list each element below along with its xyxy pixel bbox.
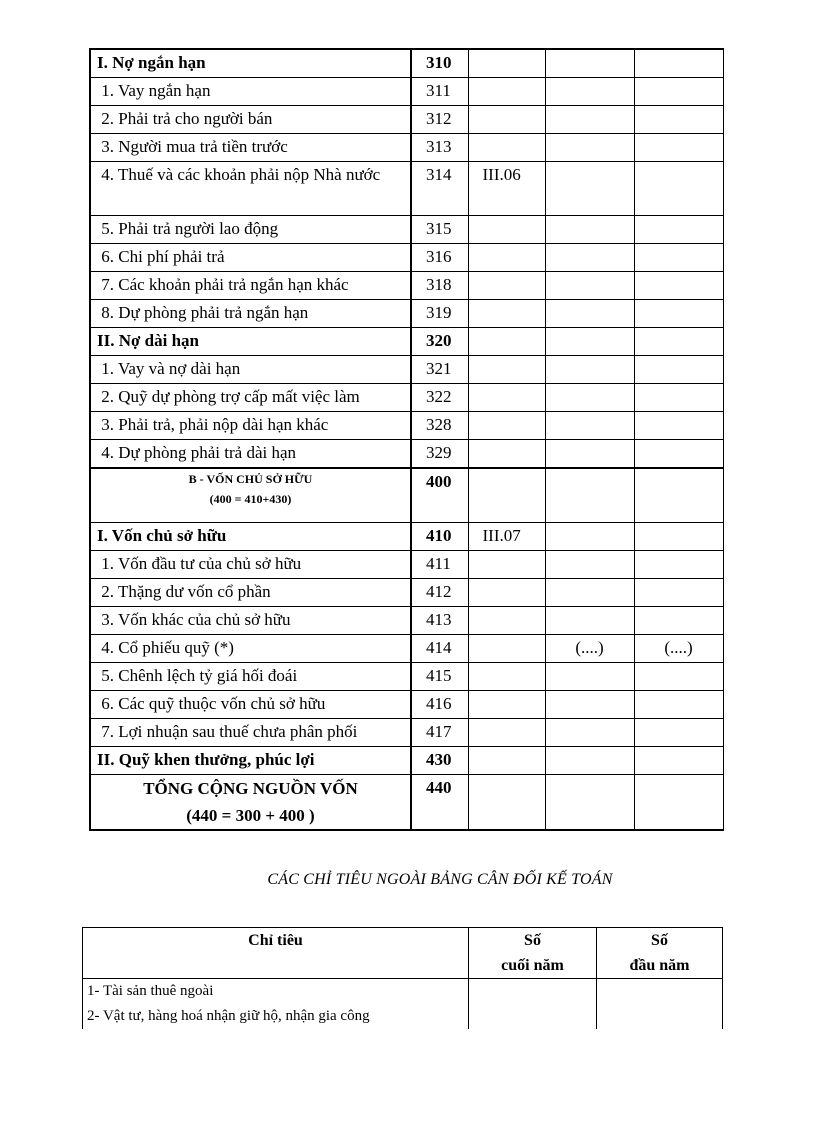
balance-row [90,523,723,551]
row-begin-value [634,216,723,244]
balance-row [90,551,723,579]
row-label: 6. Chi phí phải trả [90,244,411,272]
section-formula: (400 = 410+430) [209,492,292,506]
off-balance-end-value [469,979,597,1030]
balance-row [90,78,723,106]
balance-sheet-table [89,48,724,831]
row-begin-value [634,607,723,635]
row-note [468,747,545,775]
row-begin-value [634,106,723,134]
row-end-value [545,78,634,106]
row-note [468,384,545,412]
balance-row [90,216,723,244]
row-begin-value [634,328,723,356]
row-label: 7. Các khoản phải trả ngắn hạn khác [90,272,411,300]
row-code: 318 [411,272,468,300]
row-code: 416 [411,691,468,719]
row-begin-value [634,412,723,440]
row-end-value [545,691,634,719]
row-label: 4. Thuế và các khoản phải nộp Nhà nước [90,162,411,216]
row-code: 310 [411,49,468,78]
off-balance-item: 2- Vật tư, hàng hoá nhận giữ hộ, nhận gia công [87,1008,370,1024]
row-end-value [545,747,634,775]
row-note [468,272,545,300]
row-code: 321 [411,356,468,384]
row-begin-value [634,134,723,162]
row-note [468,691,545,719]
total-title: TỔNG CỘNG NGUỒN VỐN [143,779,358,798]
row-end-value [545,272,634,300]
row-code: 411 [411,551,468,579]
row-code: 311 [411,78,468,106]
row-label [90,775,411,831]
row-label: 2. Quỹ dự phòng trợ cấp mất việc làm [90,384,411,412]
row-end-value [545,244,634,272]
row-end-value [545,162,634,216]
row-label: 3. Phải trả, phải nộp dài hạn khác [90,412,411,440]
row-note [468,551,545,579]
row-end-value [545,468,634,523]
row-label: 5. Chênh lệch tỷ giá hối đoái [90,663,411,691]
row-begin-value [634,551,723,579]
row-note [468,775,545,831]
row-code: 412 [411,579,468,607]
row-begin-value [634,300,723,328]
row-label: 1. Vay ngắn hạn [90,78,411,106]
balance-row [90,747,723,775]
row-begin-value [634,49,723,78]
row-code: 400 [411,468,468,523]
section-title: B - VỐN CHỦ SỞ HỮU [188,472,313,486]
row-begin-value [634,78,723,106]
row-note [468,244,545,272]
row-label: 7. Lợi nhuận sau thuế chưa phân phối [90,719,411,747]
row-note [468,328,545,356]
row-code: 322 [411,384,468,412]
row-begin-value: (....) [634,635,723,663]
row-end-value [545,523,634,551]
balance-row [90,272,723,300]
balance-row [90,384,723,412]
row-end-value: (....) [545,635,634,663]
balance-row [90,162,723,216]
off-balance-items [83,979,469,1030]
row-label: II. Quỹ khen thưởng, phúc lợi [90,747,411,775]
row-begin-value [634,272,723,300]
row-end-value [545,719,634,747]
row-begin-value [634,775,723,831]
row-end-value [545,440,634,469]
row-end-value [545,663,634,691]
row-label: 2. Thặng dư vốn cổ phần [90,579,411,607]
row-note [468,440,545,469]
off-balance-title: CÁC CHỈ TIÊU NGOÀI BẢNG CÂN ĐỐI KẾ TOÁN [267,871,613,888]
row-note [468,579,545,607]
row-label: 3. Vốn khác của chủ sở hữu [90,607,411,635]
row-begin-value [634,523,723,551]
row-begin-value [634,579,723,607]
row-code: 417 [411,719,468,747]
header-item: Chỉ tiêu [83,928,469,979]
header-begin-of-year: Số đầu năm [597,928,723,979]
off-balance-table [82,927,723,1029]
row-label: 4. Dự phòng phải trả dài hạn [90,440,411,469]
row-note [468,663,545,691]
row-end-value [545,300,634,328]
row-code: 315 [411,216,468,244]
balance-row [90,300,723,328]
row-begin-value [634,747,723,775]
row-note [468,49,545,78]
row-end-value [545,328,634,356]
row-label: 6. Các quỹ thuộc vốn chủ sở hữu [90,691,411,719]
row-end-value [545,216,634,244]
row-end-value [545,106,634,134]
row-end-value [545,579,634,607]
balance-row [90,468,723,523]
balance-row [90,106,723,134]
row-label: II. Nợ dài hạn [90,328,411,356]
balance-row [90,579,723,607]
total-formula: (440 = 300 + 400 ) [186,806,315,825]
row-label: 4. Cổ phiếu quỹ (*) [90,635,411,663]
row-end-value [545,551,634,579]
row-begin-value [634,663,723,691]
row-label: 2. Phải trả cho người bán [90,106,411,134]
row-note [468,635,545,663]
row-end-value [545,49,634,78]
row-begin-value [634,468,723,523]
row-note [468,607,545,635]
row-begin-value [634,719,723,747]
row-code: 410 [411,523,468,551]
balance-row [90,328,723,356]
balance-row [90,663,723,691]
row-label: I. Nợ ngắn hạn [90,49,411,78]
row-code: 312 [411,106,468,134]
balance-row [90,134,723,162]
row-end-value [545,384,634,412]
balance-row [90,691,723,719]
row-label [90,468,411,523]
row-note [468,216,545,244]
row-note: III.07 [468,523,545,551]
row-note [468,719,545,747]
row-label: I. Vốn chủ sở hữu [90,523,411,551]
row-note [468,78,545,106]
row-note [468,106,545,134]
off-balance-item: 1- Tài sản thuê ngoài [87,983,214,999]
balance-row [90,775,723,831]
balance-row [90,356,723,384]
row-code: 329 [411,440,468,469]
off-balance-body-row [83,979,723,1030]
row-code: 313 [411,134,468,162]
row-code: 414 [411,635,468,663]
row-label: 5. Phải trả người lao động [90,216,411,244]
row-label: 1. Vốn đầu tư của chủ sở hữu [90,551,411,579]
row-begin-value [634,384,723,412]
header-end-of-year: Số cuối năm [469,928,597,979]
balance-row [90,49,723,78]
row-code: 430 [411,747,468,775]
row-label: 3. Người mua trả tiền trước [90,134,411,162]
row-code: 316 [411,244,468,272]
off-balance-header-row [83,928,723,979]
off-balance-begin-value [597,979,723,1030]
balance-row [90,719,723,747]
balance-row [90,635,723,663]
row-code: 314 [411,162,468,216]
row-note [468,300,545,328]
row-begin-value [634,440,723,469]
row-note [468,468,545,523]
row-end-value [545,134,634,162]
row-code: 328 [411,412,468,440]
row-note [468,134,545,162]
row-end-value [545,356,634,384]
row-label: 1. Vay và nợ dài hạn [90,356,411,384]
row-begin-value [634,244,723,272]
row-note: III.06 [468,162,545,216]
row-begin-value [634,356,723,384]
row-code: 440 [411,775,468,831]
balance-row [90,440,723,469]
row-begin-value [634,162,723,216]
row-code: 413 [411,607,468,635]
row-code: 320 [411,328,468,356]
balance-row [90,412,723,440]
row-end-value [545,607,634,635]
row-end-value [545,412,634,440]
row-code: 415 [411,663,468,691]
row-end-value [545,775,634,831]
balance-row [90,607,723,635]
row-code: 319 [411,300,468,328]
row-begin-value [634,691,723,719]
row-note [468,412,545,440]
row-label: 8. Dự phòng phải trả ngắn hạn [90,300,411,328]
balance-row [90,244,723,272]
row-note [468,356,545,384]
